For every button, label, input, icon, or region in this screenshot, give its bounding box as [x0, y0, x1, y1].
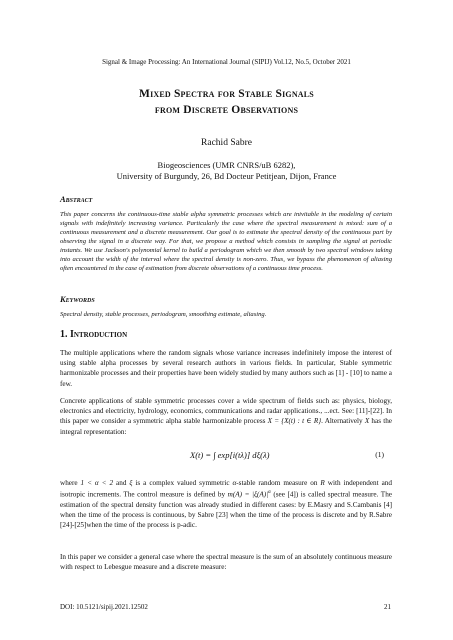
equation-number: (1) [375, 450, 384, 459]
p2-math-process: X = {X(t) : t ∈ R} [267, 417, 322, 426]
author-name: Rachid Sabre [201, 138, 252, 148]
running-head: Signal & Image Processing: An International Journal (SIPIJ) Vol.12, No.5, October 2021 [102, 58, 351, 66]
p3-text-g: -stable random measure on [236, 479, 321, 487]
p3-math-xi: ξ [129, 479, 133, 487]
title-line-2: from Discrete Observations [154, 104, 299, 116]
p3-text-k: (see [4]) is called spectral measure. The estimation of the spectral density function was already studied in different cases: by E.Masry and S.Cambanis [4] when the time of the process is continuous, by Sabre [23] when the time of the process is discrete and by R.Sabre [24]-[25]when the time of the process is p-adic. [60, 490, 392, 530]
equation-body: X(t) = ∫ exp[i(tλ)] dξ(λ) [190, 450, 270, 460]
abstract-heading: Abstract [60, 194, 93, 204]
p3-math-alpha-range: 1 < α < 2 [80, 479, 114, 487]
p3-math-r: R [320, 479, 325, 487]
p3-math-alpha: α [232, 479, 237, 487]
affiliation-line-2: University of Burgundy, 26, Bd Docteur Petitjean, Dijon, France [116, 171, 337, 181]
abstract-text: This paper concerns the continuous-time stable alpha symmetric processes which are inivitable in the modeling of certain signals with indefinitely increasing variance. Particularly the case where the spectral measurement is mixed: sum of a continuous measurement and a discrete measurement. Our goal is to estimate the spectral density of the continuous part by observing the signal in a discrete way. For that, we propose a method which consists in sampling the signal at periodic instants. We use Jackson's polynomial kernel to build a periodogram which we then smooth by two spectral windows taking into account the width of the interval where the spectral density is non-zero. Thus, we bypass the phenomenon of aliasing often encountered in the case of estimation from discrete observations of a continuous time process. [60, 211, 392, 272]
p2-text-e: has the integral representation: [60, 417, 392, 436]
footer-page-number: 21 [384, 603, 391, 611]
footer-doi[interactable]: DOI: 10.5121/sipij.2021.12502 [60, 603, 148, 611]
intro-paragraph-2 [60, 396, 392, 437]
intro-paragraph-3: where 1 < α < 2 and ξ is a complex valued symmetric α-stable random measure on R with independent and isotropic increments. The control measure is defined by $m(A) = |\xi(A)|^\alpha$ (see [4]) is called spectral measure. The estimation of the spectral density function was already studied in different cases: by E.Masry and S.Cambanis [4] when the time of the process is continuous, by Sabre [23] when the time of the process is discrete and by R.Sabre [24]-[25]when the time of the process is p-adic. [60, 479, 392, 530]
p2-math-x: X [364, 417, 370, 426]
p3-text-a: where [60, 479, 81, 487]
p3-text-c: and [113, 479, 130, 487]
p3-text-i: with independent and isotropic increments. The control measure is defined by [60, 479, 392, 499]
p2-text-c: . Alternatively [321, 417, 365, 426]
title-line-1: Mixed Spectra for Stable Signals [139, 88, 314, 100]
affiliation-line-1: Biogeosciences (UMR CNRS/uB 6282), [157, 160, 296, 170]
keywords-heading: Keywords [60, 294, 95, 304]
paper-title [40, 86, 413, 118]
p3-math-control: m(A) = |ξ(A)| [227, 490, 269, 499]
introduction-heading: 1. Introduction [60, 329, 128, 340]
intro-paragraph-1: The multiple applications where the random signals whose variance increases indefinitely impose the interest of using stable alpha processes by several research authors in various fields. In particular, Stable symmetric harmonizable processes and their properties have been widely studied by many authors such as [1] - [10] to name a few. [60, 349, 392, 388]
keywords-text: Spectral density, stable processes, periodogram, smoothing estimate, aliasing. [60, 311, 267, 318]
p3-text-e: is a complex valued symmetric [132, 479, 233, 487]
p2-text-a: Concrete applications of stable symmetric processes cover a wide spectrum of fields such as: physics, biology, electronics and electricity, hydrology, economics, communications and radar applications., ...ect. See: [11]-[22]. In this paper we consider a symmetric alpha stable harmonizable process [60, 397, 392, 426]
intro-paragraph-4: In this paper we consider a general case where the spectral measure is the sum of an absolutely continuous measure with respect to Lebesgue measure and a discrete measure: [60, 553, 392, 572]
affiliation [20, 160, 433, 182]
